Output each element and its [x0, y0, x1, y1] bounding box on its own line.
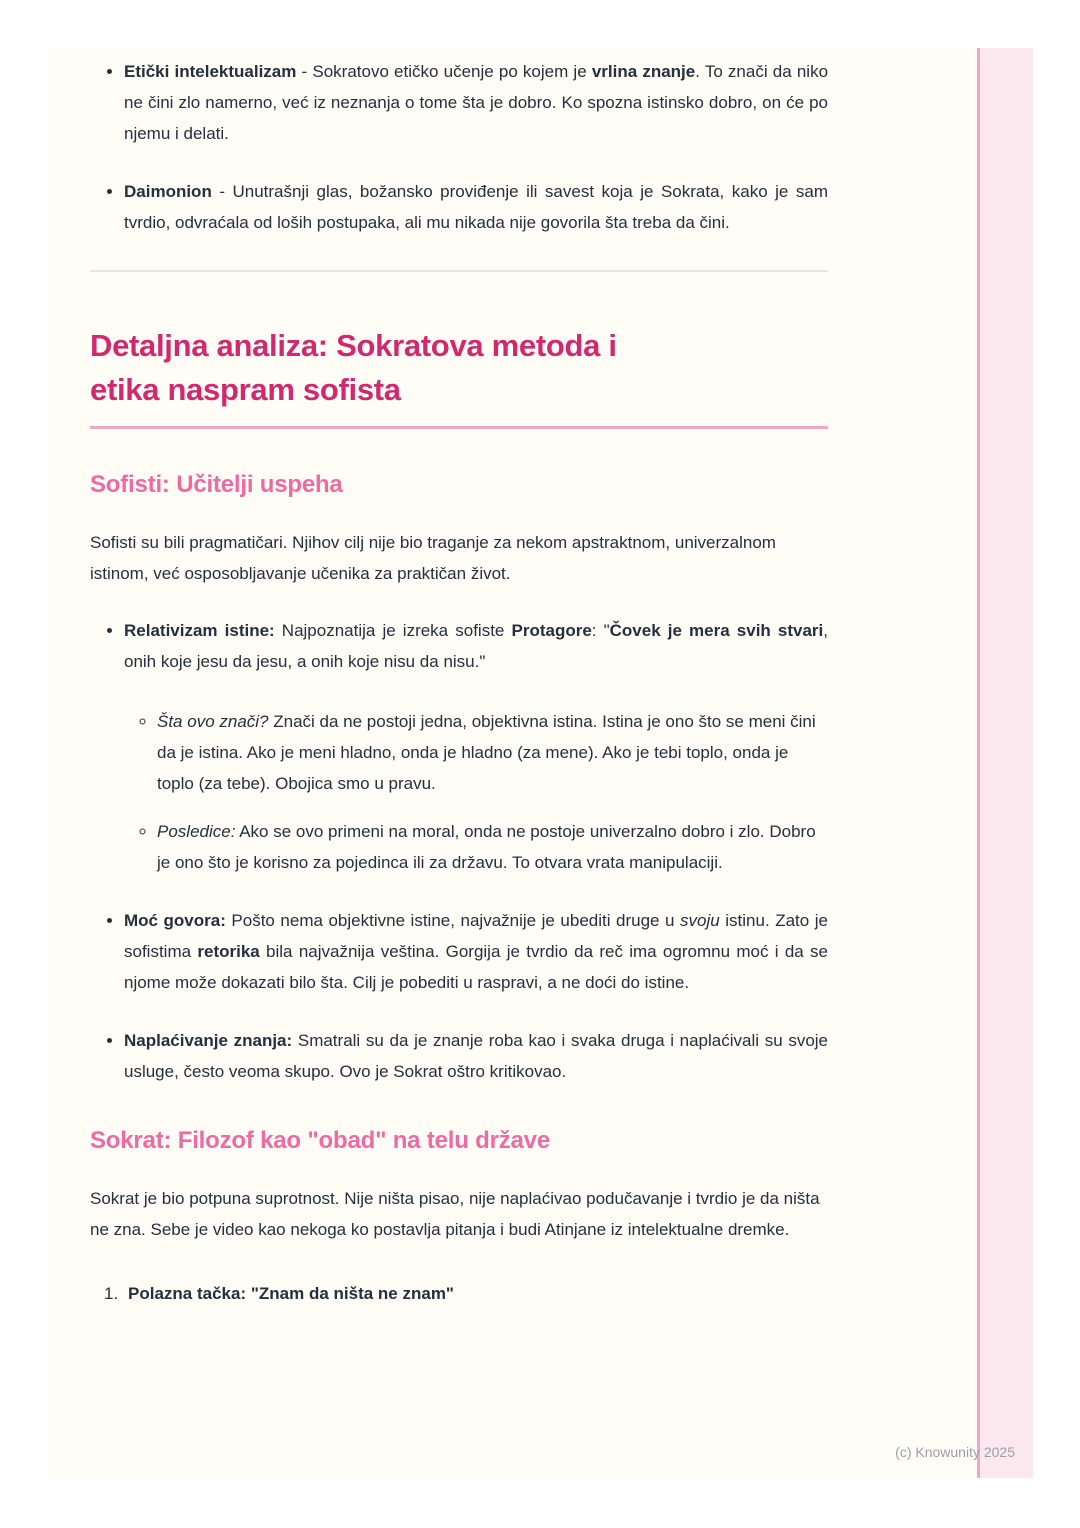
document-page: [48, 48, 1033, 1478]
intro-bullet-list: [90, 56, 828, 238]
paragraph-sofisti-intro: Sofisti su bili pragmatičari. Njihov cilj nije bio traganje za nekom apstraktnom, univerzalnom istinom, već osposobljavanje učenika za praktičan život.: [90, 533, 776, 583]
copyright-watermark: (c) Knowunity 2025: [895, 1444, 1015, 1460]
bullet-relativizam-text: Relativizam istine: Najpoznatija je izreka sofiste Protagore: "Čovek je mera svih stvari, onih koje jesu da jesu, a onih koje nisu da nisu.": [124, 621, 828, 671]
document-content: [48, 48, 1033, 1309]
main-title-line-2: etika naspram sofista: [90, 372, 401, 407]
relativizam-sub-list: [124, 706, 828, 878]
main-section-title: [90, 324, 828, 429]
numbered-item-polazna-tacka: [90, 1278, 828, 1309]
paragraph-sokrat-intro: Sokrat je bio potpuna suprotnost. Nije ništa pisao, nije naplaćivao podučavanje i tvrdio je da ništa ne zna. Sebe je video kao nekoga ko postavlja pitanja i budi Atinjane iz intelektualne dremke.: [90, 1189, 820, 1239]
sofisti-bullet-list: [90, 615, 828, 1087]
section-divider: [90, 270, 828, 272]
bullet-eticki-intelektualizam: • Etički intelektualizam - Sokratovo etičko učenje po kojem je vrlina znanje. To znači da niko ne čini zlo namerno, već iz neznanja o tome šta je dobro. Ko spozna istinsko dobro, on će po njemu i delati.: [124, 56, 828, 149]
heading-sokrat: Sokrat: Filozof kao "obad" na telu države: [90, 1127, 550, 1154]
main-title-line-1: Detaljna analiza: Sokratova metoda i: [90, 328, 617, 363]
bullet-daimonion: • Daimonion - Unutrašnji glas, božansko proviđenje ili savest koja je Sokrata, kako je sam tvrdio, odvraćala od loših postupaka, ali mu nikada nije govorila šta treba da čini.: [124, 176, 828, 238]
heading-sofisti: Sofisti: Učitelji uspeha: [90, 471, 343, 498]
bullet-naplacivanje-znanja: • Naplaćivanje znanja: Smatrali su da je znanje roba kao i svaka druga i naplaćivali su svoje usluge, često veoma skupo. Ovo je Sokrat oštro kritikovao.: [124, 1025, 828, 1087]
subbullet-sta-ovo-znaci: ◦ Šta ovo znači? Znači da ne postoji jedna, objektivna istina. Istina je ono što se meni čini da je istina. Ako je meni hladno, onda je hladno (za mene). Ako je tebi toplo, onda je toplo (za tebe). Obojica smo u pravu.: [157, 706, 828, 799]
subbullet-posledice: ◦ Posledice: Ako se ovo primeni na moral, onda ne postoje univerzalno dobro i zlo. Dobro je ono što je korisno za pojedinca ili za državu. To otvara vrata manipulaciji.: [157, 816, 828, 878]
bullet-relativizam-istine: [124, 615, 828, 878]
numbered-item-text: Polazna tačka: "Znam da ništa ne znam": [128, 1284, 454, 1303]
numbered-item-marker: 1.: [104, 1284, 119, 1303]
bullet-moc-govora: • Moć govora: Pošto nema objektivne istine, najvažnije je ubediti druge u svoju istinu. Zato je sofistima retorika bila najvažnija veština. Gorgija je tvrdio da reč ima ogromnu moć i da se njome može dokazati bilo šta. Cilj je pobediti u raspravi, a ne doći do istine.: [124, 905, 828, 998]
